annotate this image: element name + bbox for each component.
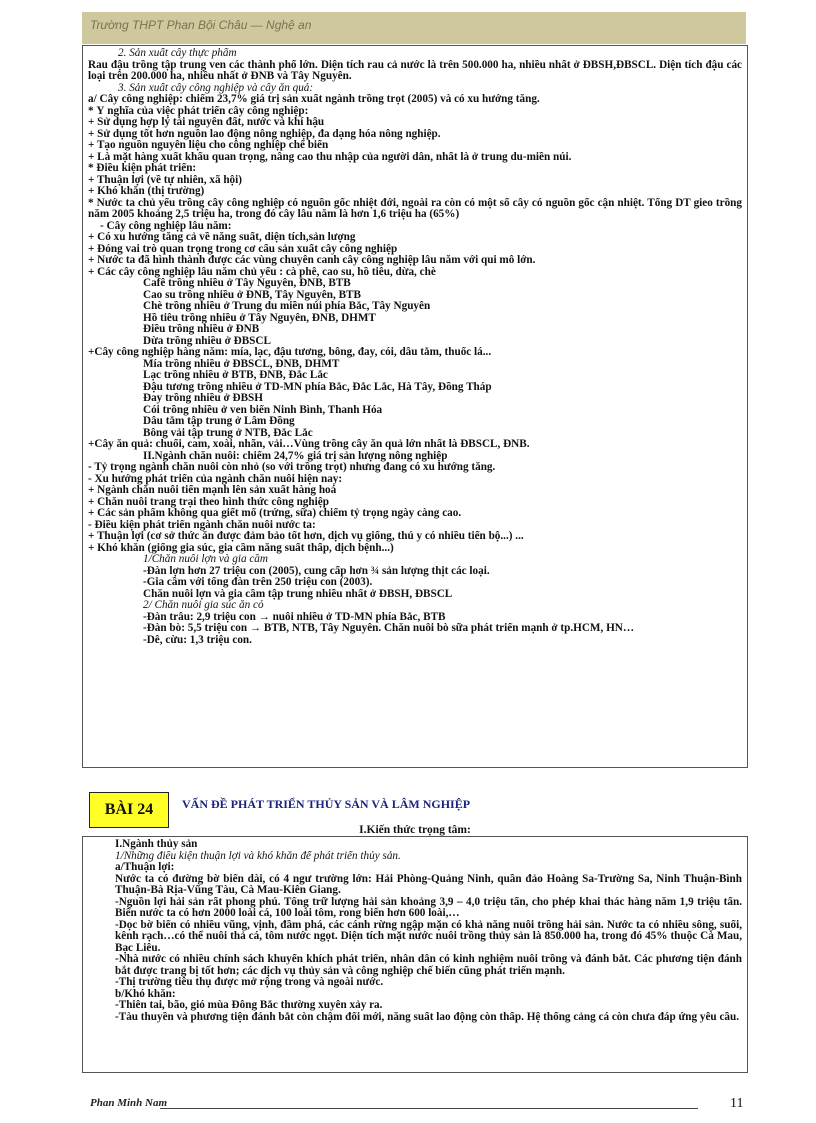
text-line: 2. Sản xuất cây thực phẩm	[118, 48, 237, 59]
text-line: - Cây công nghiệp lâu năm:	[100, 220, 232, 232]
text-line: * Nước ta chủ yếu trồng cây công nghiệp có nguồn gốc nhiệt đới, ngoài ra còn có một số cây có nguồn gốc cận nhiệt. Tổng DT gieo trồng năm 2005 khoảng 2,5 triệu ha, trong đó cây lâu năm là hơn 1,6 triệu ha (65%)	[88, 197, 742, 220]
text-line: Cafê trồng nhiều ở Tây Nguyên, ĐNB, BTB	[143, 278, 351, 289]
page-header	[82, 12, 746, 44]
text-line: + Có xu hướng tăng cả về năng suất, diện tích,sản lượng	[88, 232, 356, 243]
text-line: -Thiên tai, bão, gió mùa Đông Bắc thường xuyên xảy ra.	[115, 1000, 383, 1011]
text-line: * Ý nghĩa của việc phát triển cây công nghiệp:	[88, 105, 309, 117]
text-line: -Đàn lợn hơn 27 triệu con (2005), cung cấp hơn ¾ sản lượng thịt các loại.	[143, 565, 490, 577]
text-line: Dừa trồng nhiều ở ĐBSCL	[143, 335, 271, 347]
text-line: + Khó khăn (thị trường)	[88, 186, 205, 197]
text-line: Chè trồng nhiều ở Trung du miền núi phía Bắc, Tây Nguyên	[143, 301, 431, 312]
footer-divider	[160, 1108, 698, 1109]
text-line: +Cây công nghiệp hàng năm: mía, lạc, đậu tương, bông, đay, cói, dâu tằm, thuốc lá...	[88, 347, 492, 358]
text-line: -Dê, cừu: 1,3 triệu con.	[143, 634, 252, 646]
text-line: -Thị trường tiêu thụ được mở rộng trong và ngoài nước.	[115, 977, 384, 988]
text-line: a/Thuận lợi:	[115, 862, 175, 873]
text-line: I.Ngành thủy sản	[115, 839, 198, 850]
text-line: a/ Cây công nghiệp: chiếm 23,7% giá trị sản xuất ngành trồng trọt (2005) và có xu hướng tăng.	[88, 94, 540, 105]
text-line: + Ngành chăn nuôi tiến mạnh lên sản xuất hàng hoá	[88, 485, 337, 496]
text-line: + Các cây công nghiệp lâu năm chủ yếu : cà phê, cao su, hồ tiêu, dừa, chè	[88, 266, 436, 278]
text-line: Dâu tằm tập trung ở Lâm Đồng	[143, 416, 295, 427]
text-line: + Thuận lợi (cơ sở thức ăn được đảm bảo tốt hơn, dịch vụ giống, thú y có nhiều tiến bộ...) ...	[88, 531, 524, 542]
text-line: + Là mặt hàng xuất khẩu quan trọng, nâng cao thu nhập của người dân, nhất là ở trung du-miền núi.	[88, 151, 572, 163]
text-line: Cao su trồng nhiều ở ĐNB, Tây Nguyên, BTB	[143, 289, 361, 301]
text-line: + Các sản phẩm không qua giết mổ (trứng, sữa) chiếm tỷ trọng ngày càng cao.	[88, 508, 462, 519]
text-line: b/Khó khăn:	[115, 988, 176, 1000]
text-line: -Nguồn lợi hải sản rất phong phú. Tổng trữ lượng hải sản khoảng 3,9 – 4,0 triệu tấn, cho phép khai thác hàng năm 1,9 triệu tấn. Biển nước ta có hơn 2000 loài cá, 100 loài tôm, rong biển hơn 600 loài,…	[115, 896, 742, 919]
text-line: Đay trồng nhiều ở ĐBSH	[143, 393, 263, 404]
lesson-title: VẤN ĐỀ PHÁT TRIỂN THỦY SẢN VÀ LÂM NGHIỆP	[182, 797, 471, 811]
text-line: Điều trồng nhiều ở ĐNB	[143, 324, 260, 335]
text-line: 2/ Chăn nuôi gia súc ăn cỏ	[143, 600, 264, 611]
header-title: Trường THPT Phan Bội Châu — Nghệ an	[90, 18, 312, 32]
footer-author: Phan Minh Nam	[90, 1097, 168, 1109]
text-line: - Xu hướng phát triển của ngành chăn nuôi hiện nay:	[88, 473, 343, 485]
text-line: 1/Những điều kiện thuận lợi và khó khăn để phát triển thủy sản.	[115, 850, 401, 862]
text-line: + Thuận lợi (về tự nhiên, xã hội)	[88, 174, 242, 186]
text-line: Chăn nuôi lợn và gia cầm tập trung nhiều nhất ở ĐBSH, ĐBSCL	[143, 588, 453, 600]
text-line: + Đóng vai trò quan trọng trong cơ cấu sản xuất cây công nghiệp	[88, 243, 398, 255]
text-line: + Sử dụng tốt hơn nguồn lao động nông nghiệp, đa dạng hóa nông nghiệp.	[88, 128, 441, 140]
text-line: - Điều kiện phát triển ngành chăn nuôi nước ta:	[88, 519, 316, 531]
page-number: 11	[730, 1096, 744, 1111]
text-line: Hồ tiêu trồng nhiều ở Tây Nguyên, ĐNB, DHMT	[143, 312, 376, 324]
text-line: Cói trồng nhiều ở ven biển Ninh Bình, Thanh Hóa	[143, 404, 383, 416]
text-line: + Khó khăn (giống gia súc, gia cầm năng suất thấp, dịch bệnh...)	[88, 542, 394, 554]
text-line: II.Ngành chăn nuôi: chiếm 24,7% giá trị sản lượng nông nghiệp	[143, 450, 448, 462]
text-line: -Tàu thuyền và phương tiện đánh bắt còn chậm đổi mới, năng suất lao động còn thấp. Hệ thống cảng cá còn chưa đáp ứng yêu cầu.	[115, 1011, 740, 1023]
text-line: -Dọc bờ biển có nhiều vũng, vịnh, đầm phá, các cánh rừng ngập mặn có khả năng nuôi trồng hải sản. Nước ta có nhiều sông, suối, kênh rạch…có thể nuôi thả cá, tôm nước ngọt. Diện tích mặt nước nuôi trồng thủy sản là 850.000 ha, trong đó 45% thuộc Cà Mau, Bạc Liêu.	[115, 919, 742, 954]
content-box-fisheries	[82, 836, 748, 1073]
text-line: -Gia cầm với tổng đàn trên 250 triệu con (2003).	[143, 577, 373, 588]
lesson-badge: BÀI 24	[89, 792, 169, 828]
text-line: Lạc trồng nhiều ở BTB, ĐNB, Đắc Lắc	[143, 370, 328, 381]
text-line: + Chăn nuôi trang trại theo hình thức công nghiệp	[88, 496, 329, 508]
text-line: - Tỷ trọng ngành chăn nuôi còn nhỏ (so với trồng trọt) nhưng đang có xu hướng tăng.	[88, 462, 496, 473]
text-line: -Nhà nước có nhiều chính sách khuyến khích phát triển, nhân dân có kinh nghiệm nuôi trồng và đánh bắt. Các phương tiện đánh bắt được trang bị tốt hơn; các dịch vụ thủy sản và công nghiệp chế biến cũng phát triển mạnh.	[115, 954, 742, 977]
text-line: Bông vải tập trung ở NTB, Đắc Lắc	[143, 427, 313, 439]
text-line: + Tạo nguồn nguyên liệu cho công nghiệp chế biến	[88, 140, 329, 151]
text-line: Mía trồng nhiều ở ĐBSCL, ĐNB, DHMT	[143, 358, 340, 370]
text-line: 3. Sản xuất cây công nghiệp và cây ăn quả:	[118, 82, 314, 94]
text-line: Đậu tương trồng nhiều ở TD-MN phía Bắc, Đắc Lắc, Hà Tây, Đồng Tháp	[143, 381, 492, 393]
section-title: I.Kiến thức trọng tâm:	[359, 824, 471, 836]
content-box-agriculture	[82, 45, 748, 768]
text-line: -Đàn bò: 5,5 triệu con → BTB, NTB, Tây Nguyên. Chăn nuôi bò sữa phát triển mạnh ở tp.HCM, HN…	[143, 623, 635, 634]
text-line: + Sử dụng hợp lý tài nguyên đất, nước và khí hậu	[88, 117, 325, 128]
text-line: Nước ta có đường bờ biển dài, có 4 ngư trường lớn: Hải Phòng-Quảng Ninh, quần đảo Hoàng Sa-Trường Sa, Ninh Thuận-Bình Thuận-Bà Rịa-Vũng Tàu, Cà Mau-Kiên Giang.	[115, 873, 742, 896]
text-line: -Đàn trâu: 2,9 triệu con → nuôi nhiều ở TD-MN phía Bắc, BTB	[143, 611, 446, 623]
text-line: Rau đậu trồng tập trung ven các thành phố lớn. Diện tích rau cả nước là trên 500.000 ha, nhiều nhất ở ĐBSH,ĐBSCL. Diện tích đậu các loại trên 200.000 ha, nhiều nhất ở ĐNB và Tây Nguyên.	[88, 59, 742, 82]
text-line: * Điều kiện phát triển:	[88, 163, 197, 174]
text-line: 1/Chăn nuôi lợn và gia cầm	[143, 554, 268, 565]
text-line: +Cây ăn quả: chuối, cam, xoài, nhãn, vải…Vùng trồng cây ăn quả lớn nhất là ĐBSCL, ĐNB.	[88, 439, 530, 450]
text-line: + Nước ta đã hình thành được các vùng chuyên canh cây công nghiệp lâu năm với qui mô lớn.	[88, 255, 536, 266]
